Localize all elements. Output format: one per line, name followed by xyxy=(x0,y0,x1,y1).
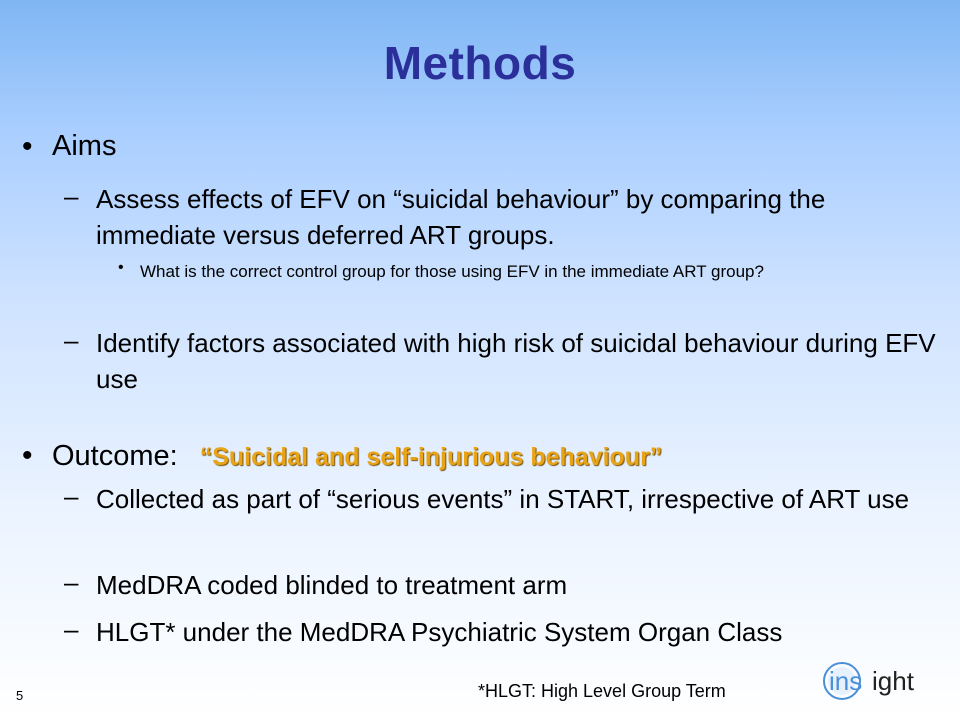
bullet-icon: • xyxy=(118,259,124,276)
page-number: 5 xyxy=(16,688,24,703)
aims-bullet xyxy=(22,130,116,164)
svg-text:ight: ight xyxy=(872,666,914,696)
bullet-icon: • xyxy=(22,439,33,472)
aims-subitem-1 xyxy=(118,259,948,285)
aims-item-1 xyxy=(64,181,948,253)
outcome-highlight: “Suicidal and self-injurious behaviour” xyxy=(199,443,663,471)
dash-icon: – xyxy=(64,325,79,355)
dash-icon: – xyxy=(64,567,79,597)
outcome-label: Outcome: xyxy=(52,440,178,472)
aims-label: Aims xyxy=(52,130,117,162)
outcome-bullet xyxy=(22,439,662,473)
svg-text:ins: ins xyxy=(829,666,863,696)
insight-logo xyxy=(820,656,940,706)
dash-icon: – xyxy=(64,481,79,511)
outcome-item-1-text: Collected as part of “serious events” in START, irrespective of ART use xyxy=(96,484,910,514)
slide-title: Methods xyxy=(383,37,577,89)
aims-item-1-text: Assess effects of EFV on “suicidal behaviour” by comparing the immediate versus deferred ART groups. xyxy=(96,184,826,250)
outcome-item-3-text: HLGT* under the MedDRA Psychiatric System Organ Class xyxy=(96,617,783,647)
outcome-item-1 xyxy=(64,481,948,517)
aims-item-2-text: Identify factors associated with high risk of suicidal behaviour during EFV use xyxy=(96,328,936,394)
bullet-icon: • xyxy=(22,130,33,163)
dash-icon: – xyxy=(64,181,79,211)
outcome-item-2-text: MedDRA coded blinded to treatment arm xyxy=(96,570,568,600)
aims-item-2 xyxy=(64,325,948,397)
dash-icon: – xyxy=(64,614,79,644)
outcome-item-3 xyxy=(64,614,948,650)
outcome-item-2 xyxy=(64,567,948,603)
aims-subitem-1-text: What is the correct control group for those using EFV in the immediate ART group? xyxy=(140,262,764,281)
footnote: *HLGT: High Level Group Term xyxy=(478,681,726,701)
